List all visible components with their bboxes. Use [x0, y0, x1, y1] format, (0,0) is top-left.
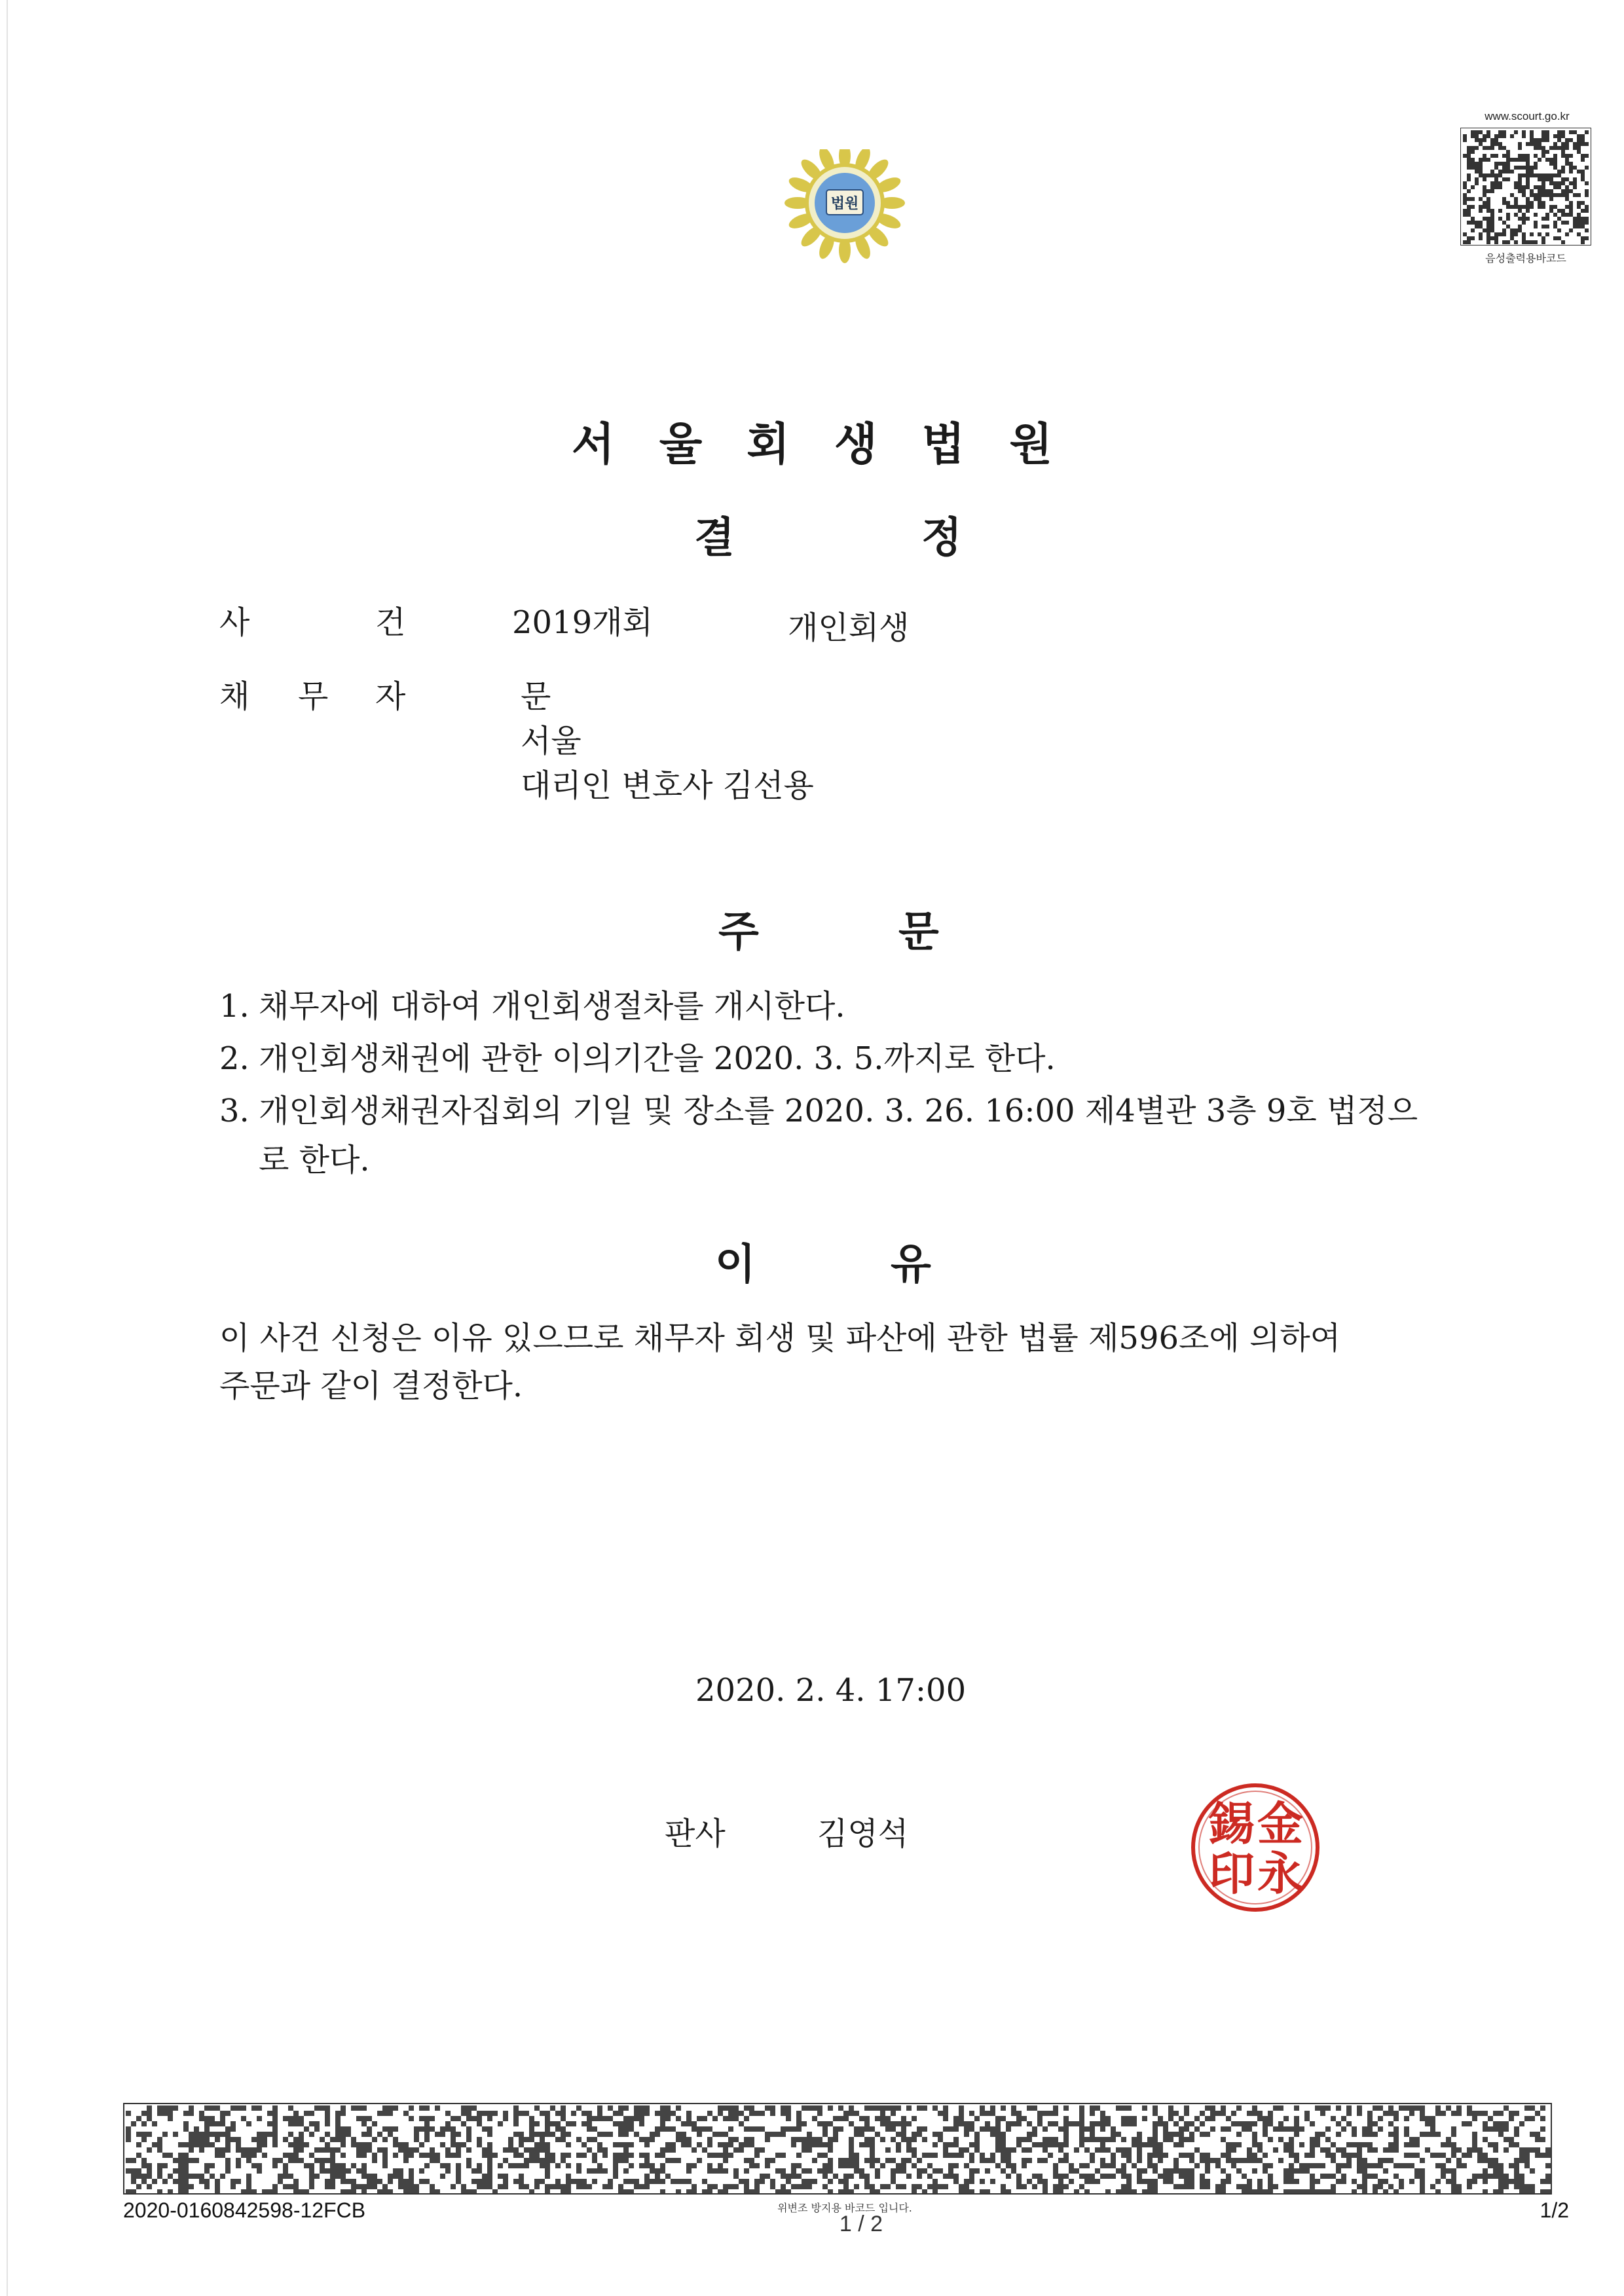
- debtor-label-char-1: 채: [219, 678, 250, 715]
- svg-text:金: 金: [1257, 1796, 1303, 1851]
- order-item-2-num: 2.: [219, 1040, 249, 1077]
- order-title-char-1: 주: [718, 908, 759, 957]
- order-item-3-continued: 로 한다.: [259, 1142, 370, 1178]
- reason-line-1: 이 사건 신청은 이유 있으므로 채무자 회생 및 파산에 관한 법률 제596조에 의하여: [219, 1320, 1341, 1357]
- scan-edge-line: [7, 0, 8, 2296]
- debtor-label-char-3: 자: [375, 678, 406, 715]
- page-number-center: 1 / 2: [839, 2212, 883, 2236]
- svg-text:永: 永: [1257, 1846, 1303, 1901]
- judge-title: 판사: [665, 1815, 726, 1852]
- order-item-3-num: 3.: [219, 1093, 249, 1129]
- page-number-right: 1/2: [1540, 2198, 1569, 2222]
- order-item-1-text: 채무자에 대하여 개인회생절차를 개시한다.: [259, 988, 845, 1025]
- judge-seal: [1189, 1781, 1323, 1915]
- svg-text:錫: 錫: [1209, 1796, 1255, 1851]
- emblem-text: 법원: [830, 196, 859, 212]
- doc-title-char-2: 정: [921, 514, 962, 562]
- debtor-agent: 대리인 변호사 김선용: [521, 767, 814, 804]
- court-name-text: 서 울 회 생 법 원: [571, 419, 1053, 471]
- reason-line-2: 주문과 같이 결정한다.: [219, 1368, 523, 1404]
- case-label-char-1: 사: [219, 604, 250, 641]
- svg-text:印: 印: [1209, 1846, 1255, 1901]
- anti-forgery-note: 위변조 방지용 바코드 입니다.: [777, 2202, 912, 2214]
- debtor-label-char-2: 무: [298, 678, 329, 715]
- judge-name: 김영석: [817, 1815, 909, 1852]
- qr-barcode: [1460, 128, 1591, 246]
- reason-title-char-1: 이: [715, 1241, 756, 1289]
- case-label-char-2: 건: [375, 604, 406, 641]
- anti-forgery-barcode-band: [123, 2103, 1552, 2195]
- debtor-address: 서울: [521, 723, 581, 759]
- order-item-2-text: 개인회생채권에 관한 이의기간을 2020. 3. 5.까지로 한다.: [259, 1040, 1056, 1077]
- case-number: 2019개회: [512, 604, 653, 641]
- court-name: [0, 409, 1624, 473]
- order-title-char-2: 문: [898, 908, 939, 957]
- decision-date: 2020. 2. 4. 17:00: [695, 1672, 967, 1709]
- qr-caption: 음성출력용바코드: [1485, 252, 1566, 264]
- reason-title-char-2: 유: [891, 1241, 931, 1289]
- debtor-name: 문: [521, 678, 551, 715]
- order-item-3-text: 개인회생채권자집회의 기일 및 장소를 2020. 3. 26. 16:00 제4별관 3층 9호 법정으: [259, 1093, 1418, 1129]
- document-code: 2020-0160842598-12FCB: [123, 2198, 366, 2222]
- order-item-1-num: 1.: [219, 988, 249, 1025]
- case-type: 개인회생: [788, 610, 910, 646]
- court-emblem-logo: [766, 149, 923, 274]
- qr-url: www.scourt.go.kr: [1485, 110, 1570, 122]
- doc-title-char-1: 결: [694, 514, 735, 562]
